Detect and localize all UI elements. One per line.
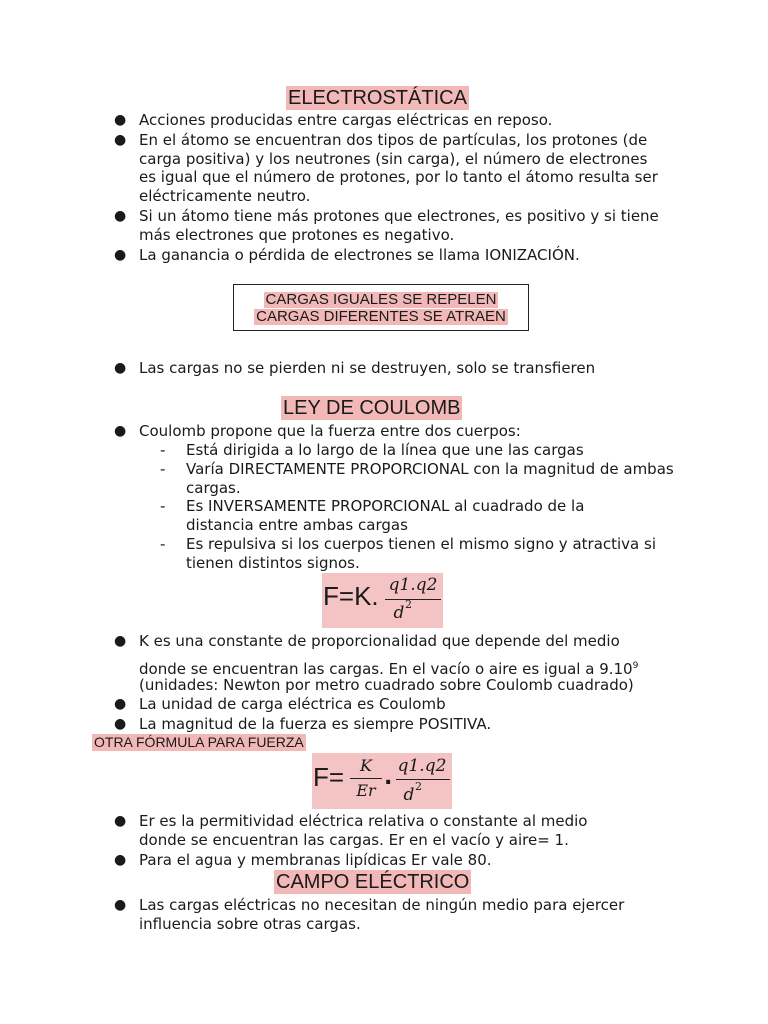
heading-ley-coulomb: LEY DE COULOMB [283,397,461,419]
coulomb-formula [322,573,443,628]
formula-denominator: d [393,603,405,623]
list-item: La unidad de carga eléctrica es Coulomb [139,695,446,713]
bullet-icon: ● [114,132,127,148]
bullet-icon: ● [114,633,127,649]
bullet-icon: ● [114,696,127,712]
formula-numerator: q1.q2 [388,575,438,595]
bullet-icon: ● [114,716,127,732]
list-item: En el átomo se encuentran dos tipos de partículas, los protones (de carga positiva) y los neutrones (sin carga), el número de electrones es igual que el número de protones, por lo tanto el átomo resulta ser eléctricamente neutro. [139,131,658,205]
bullet-icon: ● [114,897,127,913]
list-item: La magnitud de la fuerza es siempre POSITIVA. [139,715,492,733]
list-item: K es una constante de proporcionalidad que depende del medio [139,632,620,650]
formula-er: Er [356,781,376,800]
list-item: Las cargas no se pierden ni se destruyen, solo se transfieren [139,359,596,377]
fraction-line [396,779,450,780]
formula-numerator: q1.q2 [397,756,447,776]
list-item: Coulomb propone que la fuerza entre dos cuerpos: [139,422,521,440]
formula-lhs: F= [313,762,345,792]
list-item: Si un átomo tiene más protones que electrones, es positivo y si tiene más electrones que protones es negativo. [139,207,659,244]
bullet-icon: ● [114,112,127,128]
sub-item: Es repulsiva si los cuerpos tienen el mismo signo y atractiva si tienen distintos signos. [186,535,657,572]
heading-electrostatica: ELECTROSTÁTICA [288,87,467,109]
fraction-line [385,599,441,600]
permittivity-formula [312,753,452,809]
bullet-icon: ● [114,208,127,224]
formula-dot: . [384,765,393,790]
bullet-icon: ● [114,813,127,829]
box-line-2: CARGAS DIFERENTES SE ATRAEN [256,308,506,325]
formula-lhs: F=K. [323,581,379,611]
box-line-1: CARGAS IGUALES SE REPELEN [265,291,497,308]
dash-icon: - [160,441,166,459]
list-item: Er es la permitividad eléctrica relativa o constante al medio donde se encuentran las cargas. Er en el vacío y aire= 1. [139,812,588,849]
sub-item: Varía DIRECTAMENTE PROPORCIONAL con la magnitud de ambas cargas. [186,460,674,497]
charges-rule-box [233,284,529,331]
list-item: Para el agua y membranas lipídicas Er vale 80. [139,851,492,869]
sub-item: Es INVERSAMENTE PROPORCIONAL al cuadrado de la distancia entre ambas cargas [186,497,585,534]
list-item-continuation: (unidades: Newton por metro cuadrado sobre Coulomb cuadrado) [139,676,634,694]
k-line-text: donde se encuentran las cargas. En el vacío o aire es igual a 9.10 [139,660,633,678]
heading-otra-formula: OTRA FÓRMULA PARA FUERZA [94,734,304,750]
dash-icon: - [160,460,166,478]
list-item: Acciones producidas entre cargas eléctricas en reposo. [139,111,553,129]
fraction-line [350,778,382,779]
bullet-icon: ● [114,423,127,439]
list-item: La ganancia o pérdida de electrones se llama IONIZACIÓN. [139,246,580,264]
bullet-icon: ● [114,360,127,376]
heading-campo-electrico: CAMPO ELÉCTRICO [276,871,470,893]
sub-item: Está dirigida a lo largo de la línea que une las cargas [186,441,584,459]
formula-exponent: 2 [405,598,412,611]
formula-denominator: d [403,785,415,805]
formula-k: K [360,756,372,775]
k-exponent: 9 [632,661,639,671]
dash-icon: - [160,497,166,515]
list-item: Las cargas eléctricas no necesitan de ningún medio para ejercer influencia sobre otras cargas. [139,896,625,933]
formula-exponent: 2 [415,780,422,793]
dash-icon: - [160,535,166,553]
bullet-icon: ● [114,852,127,868]
bullet-icon: ● [114,247,127,263]
